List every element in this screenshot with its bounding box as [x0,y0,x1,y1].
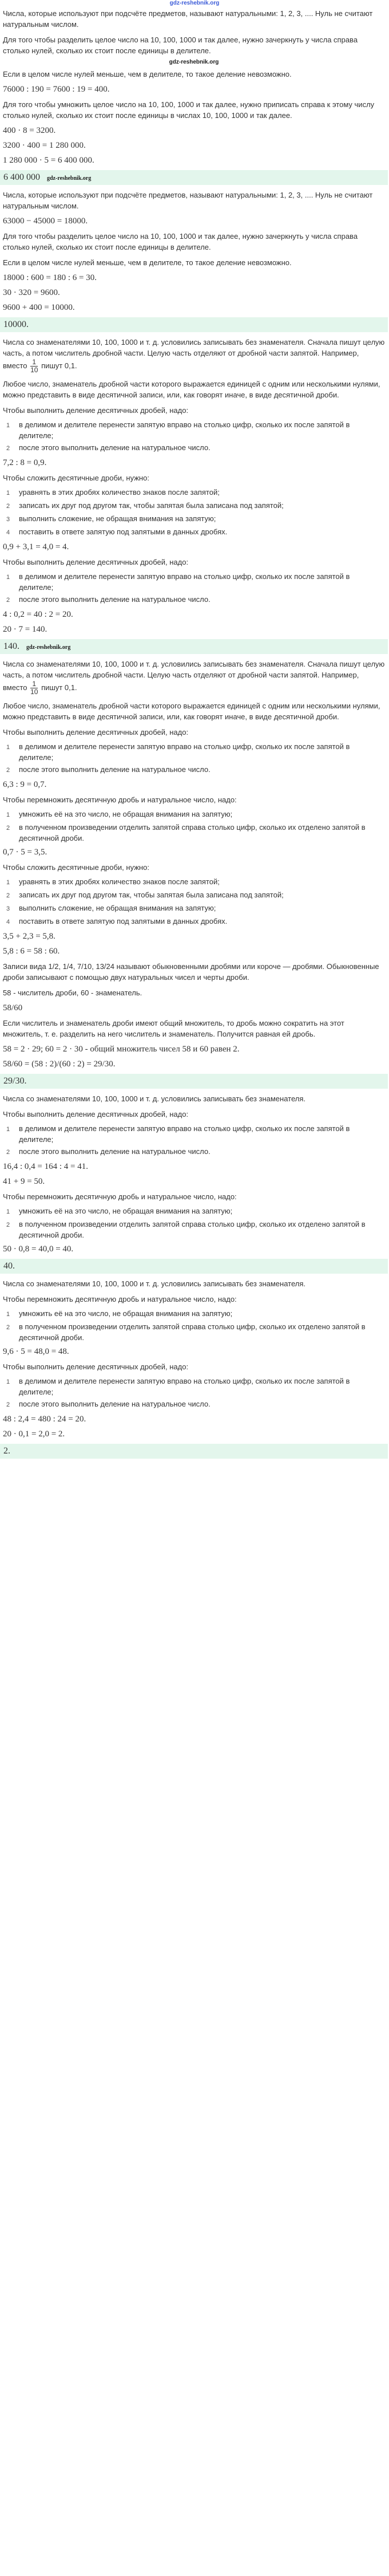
math-line: 76000 : 190 = 7600 : 19 = 400. [3,85,110,94]
paragraph: Числа со знаменателями 10, 100, 1000 и т. д. условились записывать без знаменателя. [3,1094,306,1103]
rule-list [3,741,385,776]
list-item-text: после этого выполнить деление на натуральное число. [19,443,211,452]
list-item-text: в делимом и делителе перенести запятую вправо на столько цифр, сколько их после запятой в делителе; [19,1124,350,1144]
math-line: 50 · 0,8 = 40,0 = 40. [3,1244,74,1254]
solution-section-6 [3,1276,385,1459]
list-number: 1 [6,812,10,818]
math-line: 5,8 : 6 = 58 : 60. [3,947,60,956]
list-item [6,1376,385,1397]
paragraph: Числа со знаменателями 10, 100, 1000 и т. д. условились записывать без знаменателя. [3,1279,306,1288]
list-item-text: уравнять в этих дробях количество знаков после запятой; [19,877,220,886]
paragraph-text: Числа со знаменателями 10, 100, 1000 и т. д. условились записывать без знаменателя. Сначала пишут целую часть, а потом числитель дробной части. Целую часть отделяют от дробной части запятой. Например, вместо [3,660,385,692]
list-number: 2 [6,597,10,604]
answer-value: 29/30. [3,1076,27,1086]
list-item-text: в делимом и делителе перенести запятую вправо на столько цифр, сколько их после запятой в делителе; [19,742,350,762]
paragraph: Чтобы выполнить деление десятичных дробей, надо: [3,1110,189,1118]
list-item [6,741,385,763]
math-line: 18000 : 600 = 180 : 6 = 30. [3,273,97,282]
paragraph: Чтобы выполнить деление десятичных дробей, надо: [3,406,189,415]
list-item-text: после этого выполнить деление на натуральное число. [19,765,211,774]
list-item-text: записать их друг под другом так, чтобы запятая была записана под запятой; [19,501,284,510]
list-item [6,889,385,901]
math-line: 63000 − 45000 = 18000. [3,216,88,226]
list-item [6,500,385,512]
math-line: 30 · 320 = 9600. [3,288,60,297]
paragraph: Чтобы сложить десятичные дроби, нужно: [3,474,149,482]
paragraph: Записи вида 1/2, 1/4, 7/10, 13/24 называют обыкновенными дробями или короче — дробями. Обыкновенные дроби записывают с помощью двух натуральных чисел и черты дроби. [3,962,379,982]
watermark: gdz-reshebnik.org [169,59,219,65]
list-number: 2 [6,503,10,510]
paragraph: Числа, которые используют при подсчёте предметов, называют натуральными: 1, 2, 3, .... Нуль не считают натуральным числом. [3,191,373,210]
list-item-text: в делимом и делителе перенести запятую вправо на столько цифр, сколько их после запятой в делителе; [19,420,350,440]
math-line: 20 · 0,1 = 2,0 = 2. [3,1429,65,1439]
answer-box [0,1444,388,1459]
math-line: 16,4 : 0,4 = 164 : 4 = 41. [3,1162,89,1171]
list-item [6,1206,385,1218]
answer-box [0,170,388,185]
list-item [6,442,385,454]
paragraph-text: пишут 0,1. [41,361,77,370]
math-line: 58/60 = (58 : 2)/(60 : 2) = 29/30. [3,1059,116,1069]
list-item [6,487,385,499]
list-item [6,1146,385,1158]
watermark: gdz-reshebnik.org [26,644,71,651]
math-line: 41 + 9 = 50. [3,1177,45,1186]
solution-content [3,6,385,1461]
answer-box [0,639,388,654]
math-line: 0,7 · 5 = 3,5. [3,848,47,857]
math-line: 3200 · 400 = 1 280 000. [3,141,86,150]
list-item-text: после этого выполнить деление на натуральное число. [19,595,211,604]
list-item [6,1219,385,1240]
paragraph [3,656,385,698]
list-item [6,571,385,593]
list-number: 1 [6,879,10,886]
paragraph: Если числитель и знаменатель дроби имеют общий множитель, то дробь можно сократить на этот множитель, т. е. разделить на него числитель и знаменатель. Получится равная ей дробь. [3,1019,344,1038]
solution-section-2 [3,187,385,332]
math-line: 1 280 000 · 5 = 6 400 000. [3,156,94,165]
solution-section-5 [3,1091,385,1274]
list-item-text: уравнять в этих дробях количество знаков после запятой; [19,488,220,497]
rule-list [3,1376,385,1411]
paragraph [3,334,385,376]
list-item-text: в полученном произведении отделить запятой справа столько цифр, сколько их отделено запятой в десятичной дроби. [19,1220,366,1239]
rule-list [3,809,385,844]
answer-box [0,317,388,332]
list-number: 2 [6,1401,10,1408]
paragraph: Если в целом числе нулей меньше, чем в делителе, то такое деление невозможно. [3,258,292,267]
list-number: 1 [6,490,10,497]
math-line: 6,3 : 9 = 0,7. [3,780,47,789]
paragraph: Для того чтобы разделить целое число на 10, 100, 1000 и так далее, нужно зачеркнуть у числа справа столько нулей, сколько их стоит после единицы в делителе. [3,36,358,55]
rule-list [3,1123,385,1158]
solution-section-4 [3,656,385,1089]
list-item-text: в делимом и делителе перенести запятую вправо на столько цифр, сколько их после запятой в делителе; [19,572,350,592]
list-item [6,764,385,776]
answer-value: 140. [3,641,19,651]
paragraph: Числа, которые используют при подсчёте предметов, называют натуральными: 1, 2, 3, .... Нуль не считают натуральным числом. [3,9,373,29]
math-line: 4 : 0,2 = 40 : 2 = 20. [3,610,73,619]
answer-value: 40. [3,1261,15,1271]
math-line: 0,9 + 3,1 = 4,0 = 4. [3,542,69,552]
fraction-denominator: 10 [30,366,38,374]
paragraph: Для того чтобы умножить целое число на 10, 100, 1000 и так далее, нужно приписать справа к этому числу столько нулей, сколько их стоит после единицы в числах 10, 100, 1000 и так далее. [3,100,375,120]
paragraph: Для того чтобы разделить целое число на 10, 100, 1000 и так далее, нужно зачеркнуть у числа справа столько нулей, сколько их стоит после единицы в делителе. [3,232,358,251]
list-item-text: записать их друг под другом так, чтобы запятая была записана под запятой; [19,891,284,899]
paragraph: Чтобы выполнить деление десятичных дробей, надо: [3,728,189,736]
list-number: 3 [6,905,10,912]
math-line: 58/60 [3,1003,23,1013]
list-number: 1 [6,1378,10,1385]
math-line: 9,6 · 5 = 48,0 = 48. [3,1347,69,1356]
answer-box [0,1259,388,1274]
paragraph: Любое число, знаменатель дробной части которого выражается единицей с одним или несколькими нулями, можно представить в виде десятичной записи, или, как говорят иначе, в виде десятичной дроби. [3,380,380,399]
paragraph: 58 - числитель дроби, 60 - знаменатель. [3,988,142,997]
paragraph: Чтобы выполнить деление десятичных дробей, надо: [3,558,189,566]
list-item [6,1123,385,1145]
paragraph: Чтобы перемножить десятичную дробь и натуральное число, надо: [3,795,237,804]
rule-list [3,571,385,606]
list-item [6,513,385,525]
list-number: 2 [6,445,10,452]
paragraph: Если в целом числе нулей меньше, чем в делителе, то такое деление невозможно. [3,70,292,78]
list-number: 1 [6,1311,10,1318]
list-number: 2 [6,1324,10,1331]
list-number: 2 [6,1222,10,1228]
paragraph-text: пишут 0,1. [41,683,77,692]
list-item-text: умножить её на это число, не обращая внимания на запятую; [19,810,233,818]
math-line: 9600 + 400 = 10000. [3,303,75,312]
math-line: 58 = 2 · 29; 60 = 2 · 30 - общий множитель чисел 58 и 60 равен 2. [3,1045,240,1054]
rule-list [3,487,385,538]
list-item-text: выполнить сложение, не обращая внимания на запятую; [19,514,216,523]
solution-section-1 [3,6,385,185]
list-number: 2 [6,767,10,774]
list-number: 1 [6,422,10,429]
list-item-text: выполнить сложение, не обращая внимания на запятую; [19,904,216,912]
math-line: 20 · 7 = 140. [3,625,47,634]
list-item-text: умножить её на это число, не обращая внимания на запятую; [19,1309,233,1318]
list-item-text: в делимом и делителе перенести запятую вправо на столько цифр, сколько их после запятой в делителе; [19,1377,350,1396]
fraction [30,680,38,696]
list-item [6,809,385,821]
answer-value: 6 400 000 [3,172,40,182]
fraction-numerator: 1 [30,359,38,367]
fraction [30,359,38,374]
list-item [6,916,385,928]
fraction-numerator: 1 [30,680,38,688]
math-line: 400 · 8 = 3200. [3,126,56,135]
rule-list [3,419,385,454]
answer-value: 2. [3,1446,10,1456]
paragraph-text: Числа со знаменателями 10, 100, 1000 и т. д. условились записывать без знаменателя. Сначала пишут целую часть, а потом числитель дробной части. Целую часть отделяют от дробной части запятой. Например, вместо [3,338,385,370]
rule-list [3,876,385,928]
paragraph: Чтобы выполнить деление десятичных дробей, надо: [3,1362,189,1371]
rule-list [3,1206,385,1240]
fraction-denominator: 10 [30,688,38,696]
list-item [6,876,385,888]
answer-value: 10000. [3,320,29,329]
list-item [6,1308,385,1320]
list-item [6,822,385,844]
list-number: 1 [6,1208,10,1215]
list-item-text: поставить в ответе запятую под запятыми в данных дробях. [19,527,228,536]
paragraph: Любое число, знаменатель дробной части которого выражается единицей с одним или несколькими нулями, можно представить в виде десятичной записи, или, как говорят иначе, в виде десятичной дроби. [3,702,380,721]
list-item [6,594,385,606]
list-item-text: в полученном произведении отделить запятой справа столько цифр, сколько их отделено запятой в десятичной дроби. [19,1322,366,1342]
list-item-text: после этого выполнить деление на натуральное число. [19,1400,211,1408]
list-number: 1 [6,1126,10,1133]
list-item [6,1321,385,1343]
list-number: 1 [6,574,10,581]
list-number: 2 [6,1149,10,1156]
list-item-text: умножить её на это число, не обращая внимания на запятую; [19,1207,233,1215]
list-number: 2 [6,892,10,899]
math-line: 48 : 2,4 = 480 : 24 = 20. [3,1415,86,1424]
math-line: 3,5 + 2,3 = 5,8. [3,932,55,941]
paragraph: Чтобы перемножить десятичную дробь и натуральное число, надо: [3,1192,237,1201]
list-number: 2 [6,825,10,832]
list-number: 1 [6,744,10,751]
rule-list [3,1308,385,1343]
list-item-text: поставить в ответе запятую под запятыми в данных дробях. [19,917,228,925]
paragraph: Чтобы сложить десятичные дроби, нужно: [3,863,149,872]
list-item-text: после этого выполнить деление на натуральное число. [19,1147,211,1156]
paragraph: Чтобы перемножить десятичную дробь и натуральное число, надо: [3,1295,237,1303]
top-watermark: gdz-reshebnik.org [169,0,220,6]
list-number: 3 [6,516,10,523]
solution-section-3 [3,334,385,654]
list-item [6,903,385,915]
math-line: 7,2 : 8 = 0,9. [3,458,47,467]
list-number: 4 [6,529,10,536]
list-item-text: в полученном произведении отделить запятой справа столько цифр, сколько их отделено запятой в десятичной дроби. [19,823,366,842]
answer-box [0,1074,388,1089]
list-item [6,419,385,441]
list-item [6,526,385,538]
list-number: 4 [6,919,10,925]
list-item [6,1399,385,1411]
watermark: gdz-reshebnik.org [47,175,92,182]
